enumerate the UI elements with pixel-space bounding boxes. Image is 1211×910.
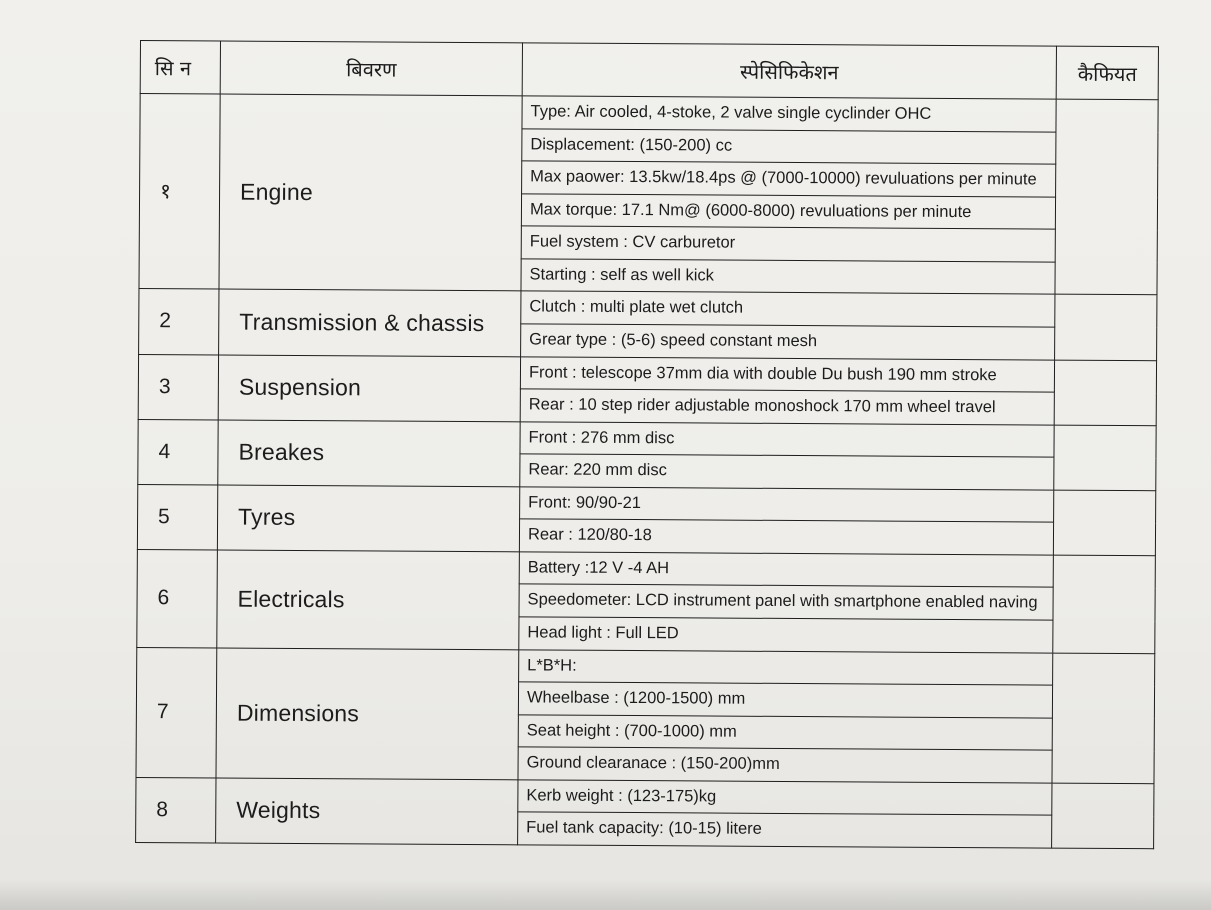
spec-cell: Rear : 10 step rider adjustable monoshock 170 mm wheel travel: [520, 389, 1054, 425]
spec-cell: Front: 90/90-21: [520, 487, 1054, 523]
spec-cell: Rear : 120/80-18: [519, 519, 1053, 555]
spec-cell: Displacement: (150-200) cc: [522, 128, 1056, 164]
table-row: [140, 94, 1158, 133]
remark-cell: [1053, 490, 1155, 556]
table-header-row: [140, 41, 1158, 100]
page-edge-shadow: [0, 880, 1211, 910]
category-label: Electricals: [217, 550, 520, 650]
header-remarks: कैफियत: [1056, 46, 1158, 100]
specification-table: [135, 40, 1159, 849]
remark-cell: [1052, 783, 1154, 849]
remark-cell: [1054, 425, 1156, 491]
serial-number: 2: [139, 289, 219, 355]
header-serial: सि न: [140, 41, 220, 94]
category-label: Breakes: [218, 420, 520, 487]
table-row: [138, 484, 1156, 523]
spec-cell: Max paower: 13.5kw/18.4ps @ (7000-10000) revuluations per minute: [522, 161, 1056, 197]
serial-number: 8: [136, 777, 216, 843]
spec-cell: Type: Air cooled, 4-stoke, 2 valve single cyclinder OHC: [522, 96, 1056, 132]
category-label: Suspension: [218, 354, 520, 421]
spec-cell: Speedometer: LCD instrument panel with smartphone enabled naving: [519, 584, 1053, 620]
spec-cell: Battery :12 V -4 AH: [519, 552, 1053, 588]
category-label: Weights: [216, 778, 518, 845]
table-row: [138, 419, 1156, 458]
spec-cell: Fuel system : CV carburetor: [521, 226, 1055, 262]
category-label: Engine: [219, 94, 522, 291]
serial-number: 4: [138, 419, 218, 485]
spec-cell: Grear type : (5-6) speed constant mesh: [521, 324, 1055, 360]
table-row: [139, 289, 1157, 328]
remark-cell: [1052, 653, 1155, 784]
spec-cell: Kerb weight : (123-175)kg: [518, 780, 1052, 816]
header-description: बिवरण: [220, 41, 522, 96]
remark-cell: [1054, 360, 1156, 426]
spec-cell: Rear: 220 mm disc: [520, 454, 1054, 490]
serial-number: 7: [136, 647, 217, 778]
table-row: [137, 647, 1155, 686]
remark-cell: [1055, 294, 1157, 360]
spec-cell: Seat height : (700-1000) mm: [518, 715, 1052, 751]
serial-number: 5: [137, 484, 217, 550]
spec-cell: Wheelbase : (1200-1500) mm: [518, 682, 1052, 718]
spec-cell: Clutch : multi plate wet clutch: [521, 291, 1055, 327]
table-row: [138, 354, 1156, 393]
remark-cell: [1053, 555, 1156, 653]
remark-cell: [1055, 99, 1158, 295]
serial-number: 6: [137, 549, 218, 647]
category-label: Dimensions: [216, 648, 519, 780]
spec-cell: Head light : Full LED: [519, 617, 1053, 653]
serial-number: १: [139, 94, 220, 290]
category-label: Tyres: [217, 485, 519, 552]
table-row: [136, 777, 1154, 816]
spec-cell: Front : telescope 37mm dia with double Du bush 190 mm stroke: [520, 356, 1054, 392]
spec-cell: Ground clearanace : (150-200)mm: [518, 747, 1052, 783]
spec-cell: Fuel tank capacity: (10-15) litere: [518, 812, 1052, 848]
spec-cell: L*B*H:: [519, 649, 1053, 685]
spec-cell: Front : 276 mm disc: [520, 421, 1054, 457]
spec-cell: Max torque: 17.1 Nm@ (6000-8000) revuluations per minute: [521, 194, 1055, 230]
category-label: Transmission & chassis: [219, 289, 521, 356]
header-specification: स्पेसिफिकेशन: [522, 43, 1056, 99]
table-row: [137, 549, 1155, 588]
serial-number: 3: [138, 354, 218, 420]
spec-cell: Starting : self as well kick: [521, 259, 1055, 295]
